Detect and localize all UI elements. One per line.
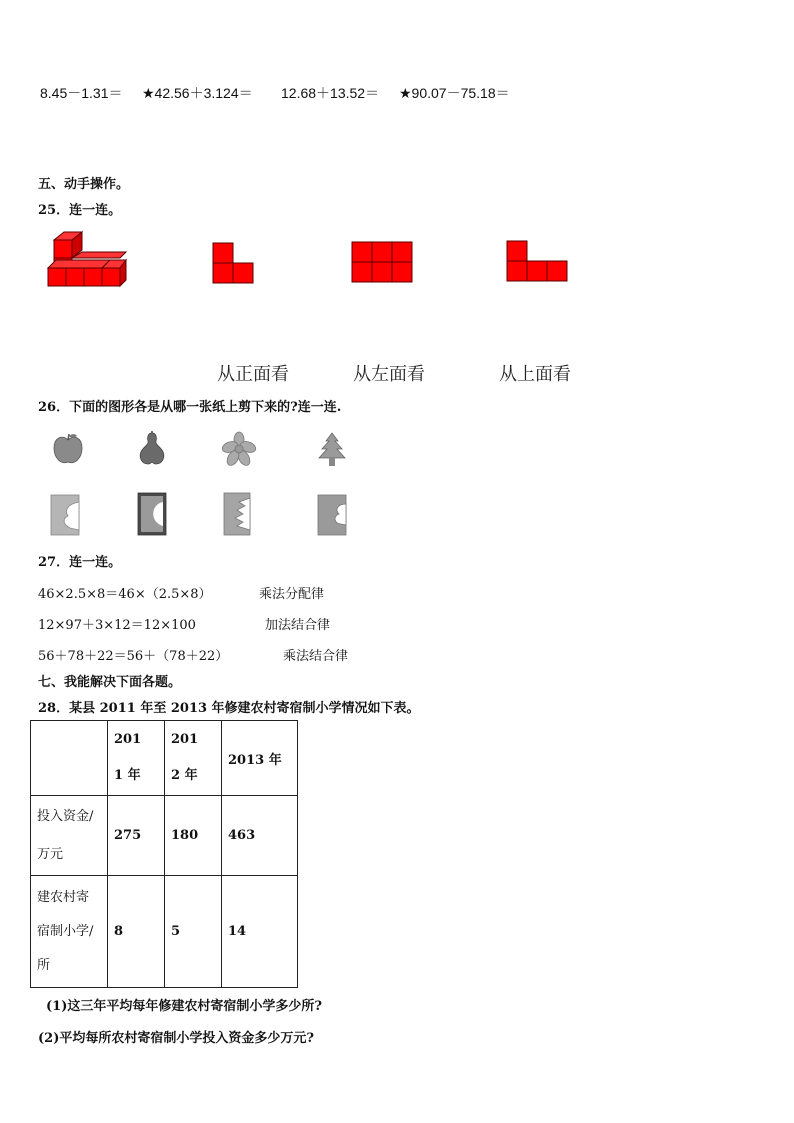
table-row [31, 796, 298, 876]
header-2012-text: 2012 年 [171, 732, 199, 783]
view-shape-rect [351, 241, 413, 283]
cell-investment-2011: 275 [108, 796, 165, 876]
cell-investment-2013: 463 [222, 796, 298, 876]
apple-icon [52, 432, 84, 466]
q27-title: 27．连一连。 [38, 555, 122, 570]
tree-icon [316, 432, 348, 468]
table-corner-cell [31, 721, 108, 796]
q27-law-2: 加法结合律 [265, 618, 331, 633]
calc-item-4: ★90.07－75.18＝ [399, 85, 510, 101]
q28-title: 28．某县 2011 年至 2013 年修建农村寄宿制小学情况如下表。 [38, 701, 420, 716]
row-label-schools [31, 876, 108, 988]
view-label-top: 从上面看 [499, 364, 571, 385]
row-label-schools-text: 建农村寄宿制小学/所 [37, 889, 94, 973]
cell-schools-2012: 5 [165, 876, 222, 988]
table-row [31, 876, 298, 988]
paper-cutout-zigzag [223, 492, 251, 536]
row-label-investment [31, 796, 108, 876]
cell-schools-2013: 14 [222, 876, 298, 988]
calc-item-3: 12.68＋13.52＝ [281, 85, 380, 101]
q25-title: 25．连一连。 [38, 203, 122, 218]
table-header-2013: 2013 年 [222, 721, 298, 796]
row-label-investment-text: 投入资金/万元 [37, 808, 94, 862]
q26-title: 26．下面的图形各是从哪一张纸上剪下来的?连一连. [38, 400, 342, 415]
calc-item-2: ★42.56＋3.124＝ [142, 85, 253, 101]
paper-cutout-bumps [317, 494, 347, 536]
q27-equation-2: 12×97＋3×12＝12×100 [38, 618, 196, 633]
q27-law-1: 乘法分配律 [259, 587, 325, 602]
section-7-title: 七、我能解决下面各题。 [38, 675, 182, 690]
q27-law-3: 乘法结合律 [283, 649, 349, 664]
paper-cutout-moon [137, 492, 167, 536]
view-shape-long-l [506, 240, 568, 282]
table-header-2011 [108, 721, 165, 796]
header-2011-text: 2011 年 [114, 732, 142, 783]
table-header-row [31, 721, 298, 796]
table-header-2012 [165, 721, 222, 796]
calc-item-1: 8.45－1.31＝ [40, 85, 123, 101]
cube-stack-3d [44, 228, 128, 290]
gourd-icon [137, 431, 167, 467]
view-label-front: 从正面看 [217, 364, 289, 385]
investment-table [30, 720, 298, 988]
section-5-title: 五、动手操作。 [38, 177, 130, 192]
cell-schools-2011: 8 [108, 876, 165, 988]
flower-icon [222, 432, 256, 466]
cell-investment-2012: 180 [165, 796, 222, 876]
q28-sub-question-1: (1)这三年平均每年修建农村寄宿制小学多少所? [46, 999, 322, 1014]
q27-equation-3: 56＋78＋22＝56＋（78＋22） [38, 649, 229, 664]
q28-sub-question-2: (2)平均每所农村寄宿制小学投入资金多少万元? [38, 1031, 314, 1046]
paper-cutout-leaf [50, 494, 80, 536]
view-shape-l [212, 242, 254, 284]
view-label-left: 从左面看 [353, 364, 425, 385]
q27-equation-1: 46×2.5×8＝46×（2.5×8） [38, 587, 212, 602]
